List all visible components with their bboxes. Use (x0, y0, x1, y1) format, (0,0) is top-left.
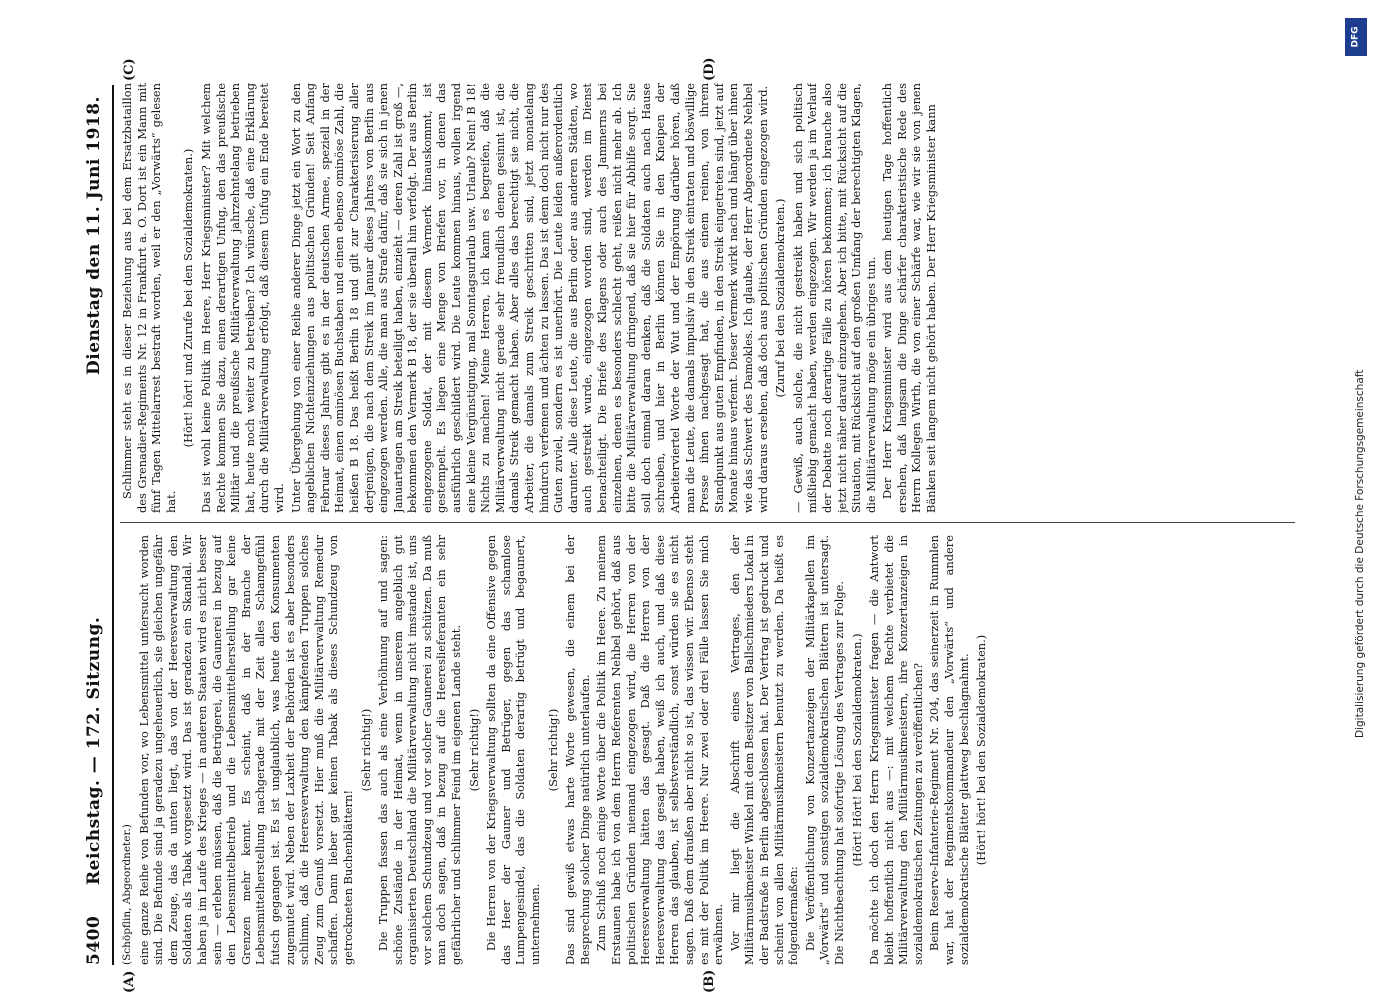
paragraph: Vor mir liegt die Abschrift eines Vertrages, den der Militärmusikmeister Winkel mit dem Besitzer von Ballschmieders Lokal in der Badstraße in Berlin abgeschlossen hat. Der Vertrag ist gedruckt und scheint von allen Militärmusikmeistern benutzt zu werden. Da heißt es folgendermaßen: (727, 535, 801, 965)
paragraph: — Gewiß, auch solche, die nicht gestreikt haben und sich politisch mißliebig gemacht haben, werden eingezogen. Wir werden ja im Verlauf der Debatte noch derartige Fälle zu hören bekommen; ich brauche also jetzt nicht näher darauf einzugehen. Aber ich bitte, mit Rücksicht auf die Situation, mit Rücksicht auf den großen Umfang der berechtigten Klagen, die Militärverwaltung möge ein übriges tun. (790, 83, 878, 513)
paragraph: (Sehr richtig!) (545, 708, 560, 792)
header-rule (112, 85, 114, 965)
paragraph: (Hört! hört! bei den Sozialdemokraten.) (974, 634, 989, 866)
margin-marker-d: (D) (702, 57, 717, 81)
paragraph: (Schöpflin, Abgeordneter.) (121, 824, 133, 965)
digitization-credit: Digitalisierung gefördert durch die Deutsche Forschungsgemeinschaft (1354, 369, 1366, 738)
right-running-title: Dienstag den 11. Juni 1918. (84, 96, 104, 375)
dfg-logo: DFG (1345, 18, 1367, 56)
paragraph: Zum Schluß noch einige Worte über die Politik im Heere. Zu meinem Erstaunen habe ich von dem Herrn Referenten Nehbel gehört, daß aus politischen Gründen niemand eingezogen wird, die Herren von der Heeresverwaltung hätten das gesagt. Daß die Herren von der Heeresverwaltung das gesagt haben, weiß ich auch, und daß diese Herren das glauben, ist selbstverständlich, sonst würden sie es nicht sagen. Daß dem draußen aber nicht so ist, das wissen wir. Ebenso steht es mit der Politik im Heere. Nur zwei oder drei Fälle lassen Sie mich erwähnen. (594, 535, 726, 965)
paragraph: (Sehr richtig!) (358, 708, 373, 792)
paragraph: (Sehr richtig!) (466, 708, 481, 792)
page-header (82, 85, 110, 965)
paragraph: Der Herr Kriegsminister wird aus dem heutigen Tage hoffentlich ersehen, daß langsam die Dinge schärfer charakteristische Rede des Herrn Kollegen Wirth, die von einer Schärfe war, wie wir sie von jenen Bänken seit langem nicht gehört haben. Der Herr Kriegsminister kann (880, 83, 939, 513)
paragraph: Da möchte ich doch den Herrn Kriegsminister fragen — die Antwort bleibt hoffentlich nicht aus —: mit welchem Rechte verbietet die Militärverwaltung den Militärmusikmeistern, ihre Konzertanzeigen in sozialdemokratischen Zeitungen zu veröffentlichen? (867, 535, 925, 965)
paragraph: Das ist wohl keine Politik im Heere, Herr Kriegsminister? Mit welchem Rechte kommen Sie dazu, einen derartigen Unfug, den das preußische Militär und die preußische Militärverwaltung jahrzehntelang betrieben hat, heute noch weiter zu betreiben? Ich wünsche, daß eine Erklärung durch die Militärverwaltung erfolgt, daß diesem Unfug ein Ende bereitet wird. (198, 83, 286, 513)
paragraph: Die Truppen fassen das auch als eine Verhöhnung auf und sagen: schöne Zustände in der Heimat, wenn in unserem angeblich gut organisierten Deutschland die Militärverwaltung nicht imstande ist, uns vor solchem Schundzeug und vor solcher Gaunerei zu schützen. Da muß man doch sagen, daß in bezug auf die Heereslieferanten ein sehr gefährlicher und schlimmer Feind im eigenen Lande steht. (376, 535, 464, 965)
paragraph: (Hört! Hört! bei den Sozialdemokraten.) (849, 633, 864, 867)
paragraph: (Zuruf bei den Sozialdemokraten.) (773, 198, 788, 398)
right-column (120, 83, 1300, 513)
column-divider (120, 522, 1295, 523)
left-column (120, 535, 1300, 965)
paragraph: (Hört! hört! und Zurufe bei den Sozialdemokraten.) (181, 148, 196, 448)
paragraph: Schlimmer steht es in dieser Beziehung aus bei dem Ersatzbataillon des Grenadier-Regiments Nr. 12 in Frankfurt a. O. Dort ist ein Mann mit fünf Tagen Mittelarrest bestraft worden, weil er den „Vorwärts“ gelesen hat. (120, 83, 178, 513)
document-page (82, 57, 1304, 993)
paragraph: Die Veröffentlichung von Konzertanzeigen der Militärkapellen im „Vorwärts“ und sonstigen sozialdemokratischen Blättern ist untersagt. Die Nichtbeachtung hat sofortige Lösung des Vertrages zur Folge. (802, 535, 846, 965)
paragraph: Die Herren von der Kriegsverwaltung sollten da eine Offensive gegen das Heer der Gauner und Betrüger, gegen das schamlose Lumpengesindel, das die Soldaten derartig betrügt und begaunert, unternehmen. (484, 535, 543, 965)
margin-marker-a: (A) (122, 970, 137, 993)
paragraph: Beim Reserve-Infanterie-Regiment Nr. 204, das seinerzeit in Rummlen war, hat der Regimentskommandeur den „Vorwärts“ und andere sozialdemokratische Blätter glattweg beschlagnahmt. (927, 535, 971, 965)
left-running-title: Reichstag. — 172. Sitzung. (84, 616, 104, 885)
paragraph: Das sind gewiß etwas harte Worte gewesen, die einem bei der Besprechung solcher Dinge natürlich unterlaufen. (563, 535, 592, 965)
digitization-stamp (1340, 18, 1382, 998)
page-number: 5400 (84, 915, 104, 965)
margin-marker-b: (B) (702, 969, 717, 993)
margin-marker-c: (C) (122, 58, 137, 81)
paragraph: Unter Übergehung von einer Reihe anderer Dinge jetzt ein Wort zu den angeblichen Nichteinziehungen aus politischen Gründen! Seit Anfang Februar dieses Jahres gibt es in der deutschen Armee, speziell in der Heimat, einen ominösen Buchstaben und einen ebenso ominöse Zahl, die heißen B 18. Das heißt Berlin 18 und gilt zur Charakterisierung aller derjenigen, die nach dem Streik im Januar dieses Jahres von Berlin aus eingezogen werden. Alle, die man aus Strafe dafür, daß sie sich in jenen Januartagen am Streik beteiligt haben, einzieht — deren Zahl ist groß —, bekommen den Vermerk B 18, der sie überall hin verfolgt. Der aus Berlin eingezogene Soldat, der mit diesem Vermerk hinauskommt, ist gestempelt. Es liegen eine Menge von Briefen vor, in denen das ausführlich geschildert wird. Die Leute kommen hinaus, wollen irgend eine kleine Vergünstigung, mal Sonntagsurlaub usw. Urlaub? Nein! B 18! Nichts zu machen! Meine Herren, ich kann es begreifen, daß die Militärverwaltung nicht gerade sehr freundlich denen gesinnt ist, die damals Streik gemacht haben. Aber alles das berechtigt sie nicht, die Arbeiter, die damals zum Streik geschritten sind, jetzt monatelang hindurch verfemen und ächten zu lassen. Das ist denn doch nicht nur des Guten zuviel, sondern es ist unerhört. Die Leute leiden außerordentlich darunter. Alle diese Leute, die aus Berlin oder aus anderen Städten, wo auch gestreikt wurde, eingezogen worden sind, werden im Dienst benachteiligt. Die Briefe des Klagens oder auch des Jammerns bei einzelnen, denen es besonders schlecht geht, reißen nicht mehr ab. Ich bitte die Militärverwaltung dringend, daß sie hier für Abhilfe sorgt. Sie soll doch einmal daran denken, daß die Soldaten auch nach Hause schreiben, und hier in Berlin können Sie in den Kneipen der Arbeiterviertel Worte der Wut und der Empörung darüber hören, daß man die Leute, die damals impulsiv in den Streik eintraten und böswillige Presse ihnen nachgesagt hat, die aus einem reinen, von ihrem Standpunkt aus guten Empfinden, in den Streik eingetreten sind, jetzt auf Monate hinaus verfemt. Dieser Vermerk wirkt nach und hängt über ihnen wie das Schwert des Damokles. Ich glaube, der Herr Abgeordnete Nehbel wird daraus ersehen, daß doch aus politischen Gründen eingezogen wird. (288, 83, 770, 513)
paragraph: eine ganze Reihe von Befunden vor, wo Lebensmittel untersucht worden sind. Die Befunde sind ja geradezu ungeheuerlich, sie gleichen ungefähr dem Zeuge, das da unten liegt, das von der Heeresverwaltung den Soldaten als Tabak vorgesetzt wird. Das ist geradezu ein Skandal. Wir haben ja im Laufe des Krieges — in anderen Staaten wird es nicht besser sein — erleben müssen, daß die Betrügerei, die Gaunerei in bezug auf den Lebensmittelbetrieb und die Lebensmittelherstellung gar keine Grenzen mehr kennt. Es scheint, daß in der Branche der Lebensmittelherstellung nachgerade mit der Zeit alles Schamgefühl futsch gegangen ist. Es ist unglaublich, was heute den Konsumenten zugemutet wird. Neben der Laxheit der Behörden ist es aber besonders schlimm, daß die Heeresverwaltung den kämpfenden Truppen solches Zeug zum Genuß vorsetzt. Hier muß die Militärverwaltung Remedur schaffen. Dann lieber gar keinen Tabak als dieses Schundzeug von getrockneten Buchenblättern! (136, 535, 355, 965)
